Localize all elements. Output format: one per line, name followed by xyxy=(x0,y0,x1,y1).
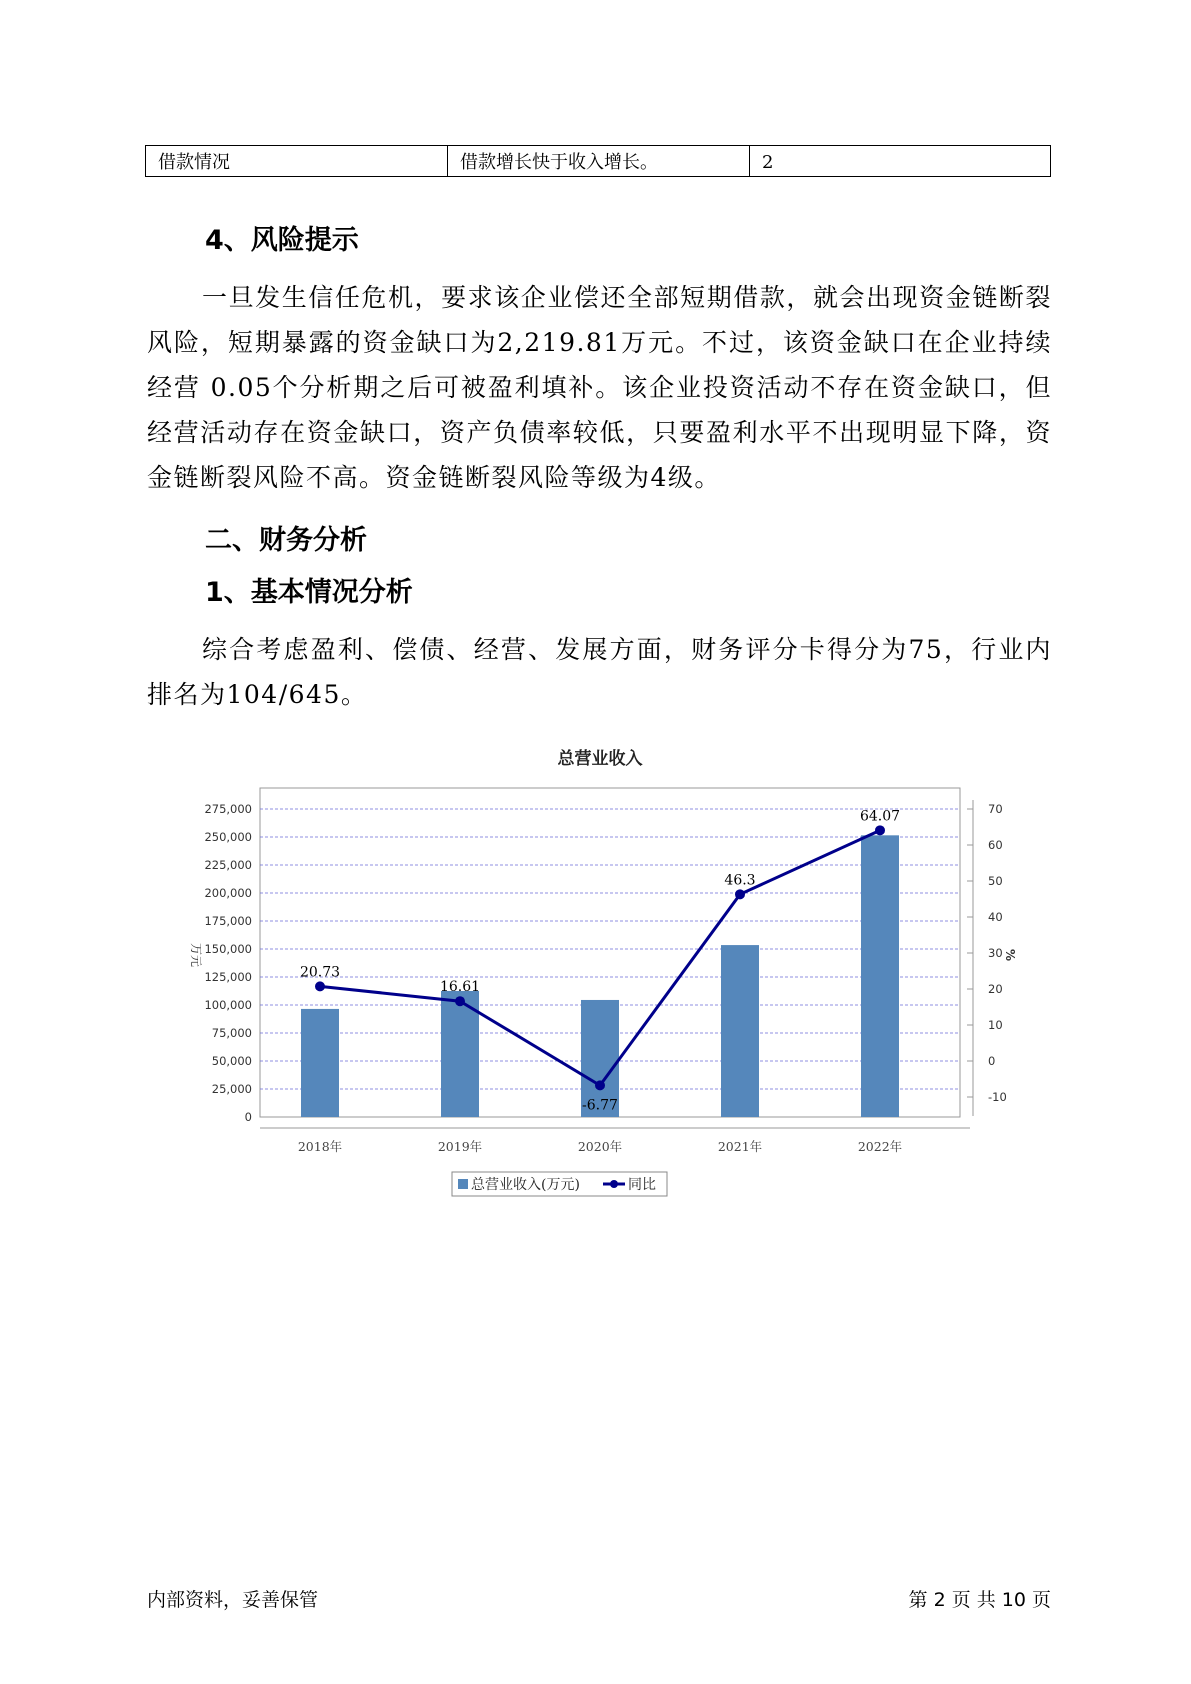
footer-confidential: 内部资料，妥善保管 xyxy=(147,1589,319,1611)
basic-paragraph: 综合考虑盈利、偿债、经营、发展方面，财务评分卡得分为75，行业内排名为104/645。 xyxy=(147,635,1052,709)
yoy-point xyxy=(595,1080,605,1090)
y-tick-label: 225,000 xyxy=(204,858,252,872)
y2-tick-label: 20 xyxy=(988,982,1003,996)
legend-line-label: 同比 xyxy=(628,1177,656,1193)
risk-paragraph: 一旦发生信任危机，要求该企业偿还全部短期借款，就会出现资金链断裂风险，短期暴露的资金缺口为2,219.81万元。不过，该资金缺口在企业持续经营 0.05个分析期之后可被盈利填补。该企业投资活动不存在资金缺口，但经营活动存在资金缺口，资产负债率较低，只要盈利水平不出现明显下降，资金链断裂风险不高。资金链断裂风险等级为4级。 xyxy=(147,283,1052,492)
y2-tick-label: 40 xyxy=(988,910,1003,924)
y-tick-label: 175,000 xyxy=(204,914,252,928)
y2-axis-label: % xyxy=(1003,948,1017,962)
yoy-data-label: 16.61 xyxy=(439,979,481,996)
legend-bar-swatch xyxy=(458,1179,468,1189)
y-tick-label: 275,000 xyxy=(204,802,252,816)
yoy-point xyxy=(735,889,745,899)
bar-2018年 xyxy=(301,1009,339,1117)
y2-tick-label: 10 xyxy=(988,1018,1003,1032)
yoy-data-label: 64.07 xyxy=(859,808,901,825)
y2-tick-label: 30 xyxy=(988,946,1003,960)
legend-bar-label: 总营业收入(万元) xyxy=(471,1177,580,1193)
yoy-data-label: 20.73 xyxy=(299,964,341,981)
y-axis-label: 万元 xyxy=(189,942,203,968)
yoy-point xyxy=(455,996,465,1006)
y-tick-label: 150,000 xyxy=(204,942,252,956)
table-cell-score: 2 xyxy=(762,152,774,173)
y-tick-label: 125,000 xyxy=(204,970,252,984)
yoy-point xyxy=(875,825,885,835)
y-tick-label: 0 xyxy=(244,1110,252,1124)
x-tick-label: 2021年 xyxy=(717,1139,763,1154)
y2-tick-label: 60 xyxy=(988,838,1003,852)
y-tick-label: 100,000 xyxy=(204,998,252,1012)
bar-2022年 xyxy=(861,835,899,1117)
x-tick-label: 2019年 xyxy=(437,1139,483,1154)
yoy-data-label: 46.3 xyxy=(724,872,756,889)
y2-tick-label: 70 xyxy=(988,802,1003,816)
y-tick-label: 50,000 xyxy=(211,1054,252,1068)
y-tick-label: 75,000 xyxy=(211,1026,252,1040)
x-tick-label: 2022年 xyxy=(857,1139,903,1154)
legend-line-marker xyxy=(610,1180,618,1188)
risk-heading: 4、风险提示 xyxy=(205,225,359,256)
y-tick-label: 250,000 xyxy=(204,830,252,844)
footer-page-number: 第 2 页 共 10 页 xyxy=(908,1589,1051,1611)
bar-2021年 xyxy=(721,945,759,1117)
y2-tick-label: 50 xyxy=(988,874,1003,888)
x-tick-label: 2018年 xyxy=(297,1139,343,1154)
basic-heading: 1、基本情况分析 xyxy=(205,577,413,608)
summary-table-row xyxy=(145,145,1051,177)
yoy-point xyxy=(315,981,325,991)
x-tick-label: 2020年 xyxy=(577,1139,623,1154)
y-tick-label: 200,000 xyxy=(204,886,252,900)
y-tick-label: 25,000 xyxy=(211,1082,252,1096)
table-cell-description: 借款增长快于收入增长。 xyxy=(448,146,750,176)
chart-title: 总营业收入 xyxy=(557,749,643,769)
finance-heading: 二、财务分析 xyxy=(205,525,367,556)
yoy-data-label: -6.77 xyxy=(582,1097,618,1114)
y2-tick-label: 0 xyxy=(988,1054,996,1068)
y2-tick-label: -10 xyxy=(988,1090,1007,1104)
revenue-chart xyxy=(170,740,1017,1210)
table-cell-item: 借款情况 xyxy=(146,146,448,176)
